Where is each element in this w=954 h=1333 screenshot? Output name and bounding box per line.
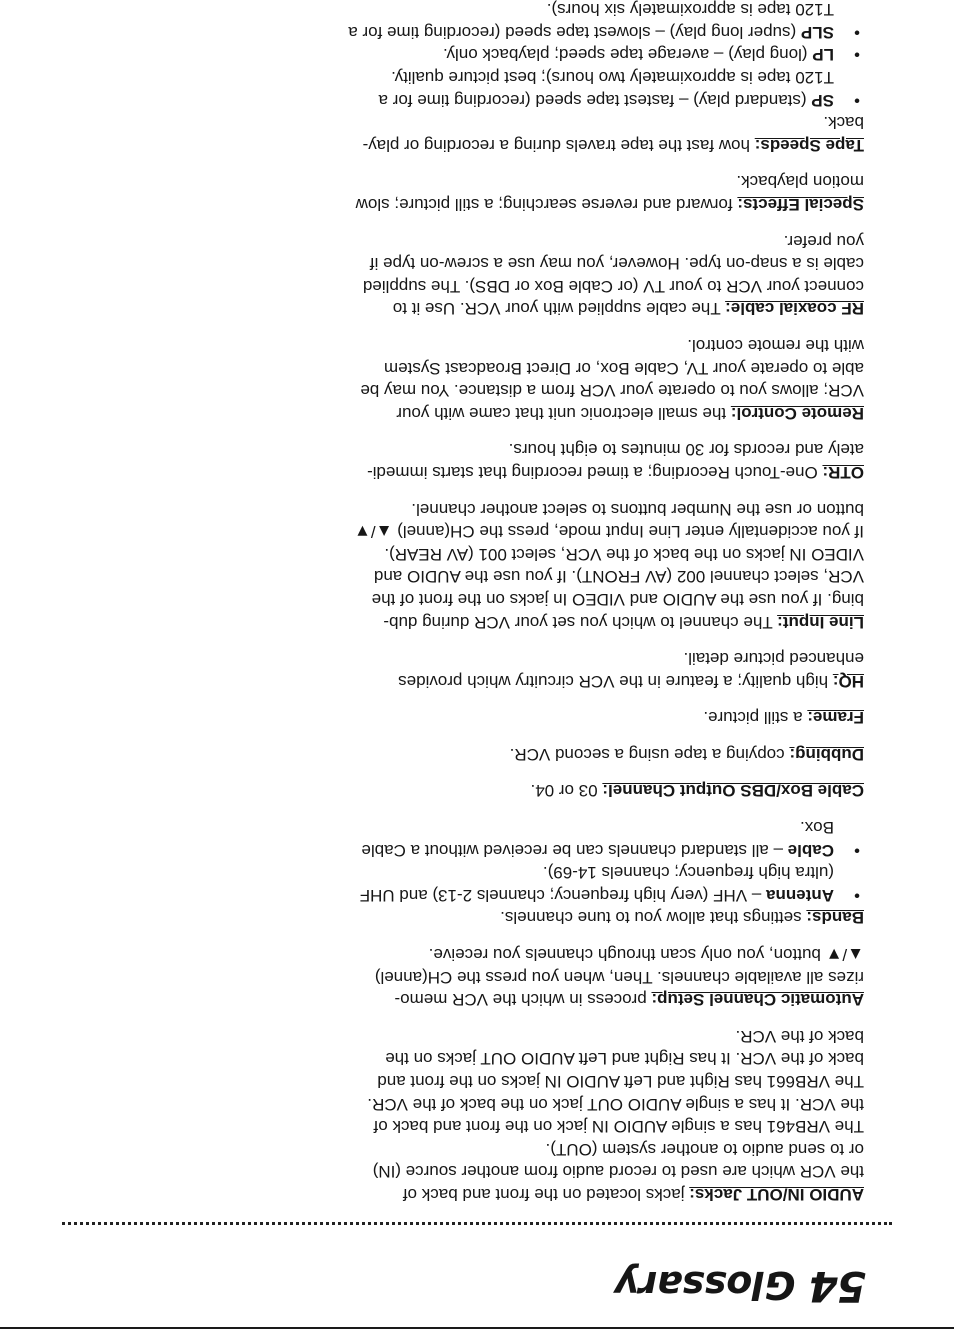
glossary-entry-otr (64, 438, 864, 483)
definition-line: back of the VCR. (735, 1026, 864, 1046)
bullet-icon: • (854, 90, 860, 110)
definition-line: with the remote control. (687, 336, 864, 355)
bullet-term: Antenna (766, 885, 834, 905)
bullet-list (64, 816, 864, 906)
glossary-term: Tape Speeds: (754, 135, 864, 155)
definition-line: the VCR which are used to record audio from another source (IN) (372, 1162, 864, 1182)
definition-line: jacks located on the front and back of (402, 1185, 685, 1204)
bullet-line: Box. (799, 818, 834, 838)
glossary-entry-remote-control (64, 333, 864, 423)
bullet-line: (ultra high frequency; channels 14-69). (542, 863, 834, 883)
bullet-item (64, 861, 864, 906)
page-header (615, 1251, 866, 1311)
bullet-item (64, 0, 864, 43)
definition-line: rizes all available channels. Then, when you press the CH(annel) (374, 967, 864, 987)
glossary-term: Special Effects: (737, 195, 864, 215)
definition-line: motion playback. (736, 172, 864, 192)
definition-line: VIDEO IN jacks on the back of the VCR, select 001 (AV REAR). (384, 544, 864, 564)
definition-line: connect your VCR to your TV (or Cable Box or DBS). The supplied (362, 276, 864, 296)
definition-line: high quality; a feature in the VCR circuitry which provides (398, 671, 829, 691)
bullet-line: (super long play) – slowest tape speed (recording time for a (348, 22, 797, 42)
definition-line: or to send audio to another system (OUT). (545, 1139, 864, 1159)
definition-line: copying a tape using a second VCR. (509, 744, 785, 764)
bullet-line: (standard play) – fastest tape speed (recording time for a (378, 90, 807, 110)
glossary-term: RF coaxial cable: (725, 299, 864, 319)
glossary-term: Line Input: (777, 612, 864, 632)
definition-line: The VRB661 has Right and Left AUDIO IN jacks on the front and (377, 1072, 864, 1092)
definition-line: able to operate your TV, Cable Box, or Direct Broadcast System (383, 358, 864, 378)
glossary-term: Dubbing: (789, 744, 864, 764)
bullet-icon: • (854, 885, 860, 905)
glossary-entry-rf-coaxial-cable (64, 229, 864, 319)
bullet-line: T120 tape is approximately six hours). (546, 0, 834, 20)
glossary-entry-line-input (64, 497, 864, 633)
definition-line: back. (823, 113, 864, 133)
glossary-entry-frame (64, 706, 864, 729)
definition-line: forward and reverse searching; a still picture; slow (355, 195, 733, 215)
definition-line: back of the VCR. It has Right and Left AUDIO OUT jacks on the (385, 1049, 864, 1069)
definition-line: VCR, select channel 002 (AV FRONT). If you use the AUDIO and (373, 567, 864, 587)
glossary-term: AUDIO IN/OUT Jacks: (689, 1185, 864, 1204)
bullet-list (64, 0, 864, 111)
bullet-line: (long play) – average tape speed; playback only. (443, 45, 808, 65)
glossary-term: Remote Control: (730, 403, 864, 423)
dotted-divider (62, 1222, 892, 1225)
bullet-term: SLP (800, 22, 834, 42)
definition-line: The channel to which you set your VCR during dub- (383, 612, 773, 632)
page-number: 54 (809, 1262, 866, 1311)
glossary-term: OTR: (822, 462, 864, 482)
definition-line: The VRB461 has a single AUDIO IN jack on the front and back of (373, 1117, 864, 1137)
definition-line: the small electronic unit that came with your (396, 403, 727, 423)
glossary-entry-special-effects (64, 170, 864, 215)
definition-line: enhanced picture detail. (683, 649, 864, 669)
definition-line: ▲/▼ button, you only scan through channels you receive. (428, 945, 864, 965)
definition-line: The cable supplied with your VCR. Use it to (392, 299, 721, 319)
definition-line: If you accidentally enter Line Input mode, press the CH(annel) ▲/▼ (354, 522, 864, 542)
definition-line: how fast the tape travels during a recording or play- (362, 135, 750, 155)
bullet-item (64, 43, 864, 66)
definition-line: a still picture. (703, 708, 803, 728)
bullet-icon: • (854, 840, 860, 860)
definition-line: button or use the Number buttons to select another channel. (411, 499, 864, 519)
glossary-content (64, 0, 864, 1205)
glossary-entry-dubbing (64, 742, 864, 765)
definition-line: settings that allow you to tune channels. (500, 908, 802, 928)
bullet-item (64, 65, 864, 110)
definition-line: One-Touch Recording; a timed recording that starts immedi- (367, 462, 818, 482)
glossary-entry-hq (64, 647, 864, 692)
glossary-entry-bands (64, 816, 864, 929)
definition-line: you prefer. (783, 231, 864, 251)
glossary-entry-tape-speeds (64, 0, 864, 156)
definition-line: cable is a snap-on type. However, you may use a screw-on type if (369, 254, 864, 274)
definition-line: the VCR. It has a single AUDIO OUT jack on the back of the VCR. (367, 1094, 864, 1114)
definition-line: VCR; allows you to operate your VCR from a distance. You may be (360, 381, 864, 401)
glossary-term: HQ: (832, 671, 864, 691)
bullet-line: T120 tape is approximately two hours); best picture quality. (391, 68, 834, 88)
glossary-entry-cable-box-output-channel (64, 779, 864, 802)
glossary-term: Cable Box/DBS Output Channel: (602, 781, 864, 801)
bullet-line: – all standard channels can be received without a Cable (361, 840, 783, 860)
glossary-term: Frame: (807, 708, 864, 728)
glossary-entry-audio-jacks (64, 1024, 864, 1205)
page-title: Glossary (614, 1263, 796, 1307)
bullet-term: LP (812, 45, 834, 65)
bullet-icon: • (854, 22, 860, 42)
glossary-entry-automatic-channel-setup (64, 942, 864, 1010)
definition-line: ately and records for 30 minutes to eight hours. (508, 440, 864, 460)
top-rule (0, 1327, 954, 1329)
bullet-term: Cable (787, 840, 834, 860)
definition-line: 03 or 04. (530, 781, 598, 801)
glossary-term: Bands: (806, 908, 864, 928)
bullet-icon: • (854, 45, 860, 65)
definition-line: process in which the VCR memo- (394, 990, 647, 1010)
glossary-term: Automatic Channel Setup: (651, 990, 864, 1010)
bullet-term: SP (811, 90, 834, 110)
definition-line: bing. If you use the AUDIO and VIDEO In jacks on the front of the (371, 589, 864, 609)
bullet-item (64, 816, 864, 861)
bullet-line: – VHF (very high frequency; channels 2-13) and UHF (359, 885, 762, 905)
